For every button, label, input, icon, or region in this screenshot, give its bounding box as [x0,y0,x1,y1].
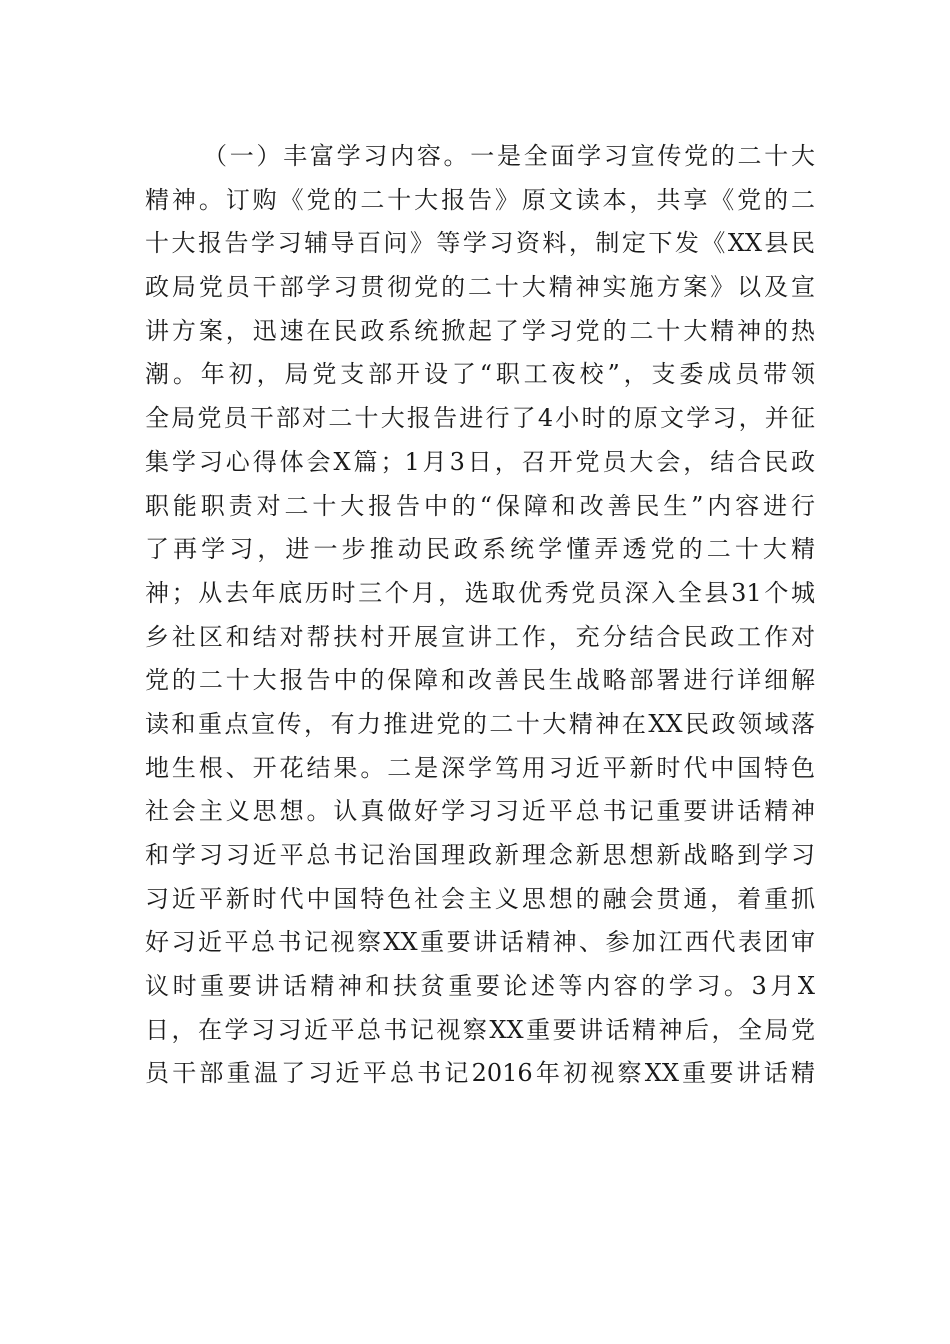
paragraph-line: 十大报告学习辅导百问》等学习资料，制定下发《XX县民 [145,229,815,258]
paragraph-line: 神；从去年底历时三个月，选取优秀党员深入全县31个城 [145,578,815,607]
body-paragraph [145,135,815,1096]
paragraph-line: 好习近平总书记视察XX重要讲话精神、参加江西代表团审 [145,928,815,957]
paragraph-line: 集学习心得体会X篇；1月3日，召开党员大会，结合民政 [145,447,815,476]
paragraph-line: 了再学习，进一步推动民政系统学懂弄透党的二十大精 [145,535,815,564]
paragraph-line: 社会主义思想。认真做好学习习近平总书记重要讲话精神 [145,797,815,826]
paragraph-line: 读和重点宣传，有力推进党的二十大精神在XX民政领域落 [145,709,815,738]
paragraph-line: 和学习习近平总书记治国理政新理念新思想新战略到学习 [145,841,815,869]
paragraph-line: 精神。订购《党的二十大报告》原文读本，共享《党的二 [145,185,815,214]
paragraph-line: 习近平新时代中国特色社会主义思想的融会贯通，着重抓 [145,884,815,913]
paragraph-line: 党的二十大报告中的保障和改善民生战略部署进行详细解 [145,666,815,695]
paragraph-line: 讲方案，迅速在民政系统掀起了学习党的二十大精神的热 [145,316,815,345]
paragraph-line: 政局党员干部学习贯彻党的二十大精神实施方案》以及宣 [145,273,815,302]
paragraph-line: 地生根、开花结果。二是深学笃用习近平新时代中国特色 [145,753,815,782]
paragraph-line: 员干部重温了习近平总书记2016年初视察XX重要讲话精 [145,1059,815,1088]
paragraph-line: （一）丰富学习内容。一是全面学习宣传党的二十大 [203,142,815,170]
paragraph-line: 潮。年初，局党支部开设了“职工夜校”，支委成员带领 [145,360,815,389]
paragraph-line: 日，在学习习近平总书记视察XX重要讲话精神后，全局党 [145,1015,815,1044]
paragraph-line: 议时重要讲话精神和扶贫重要论述等内容的学习。3月X [145,972,815,1001]
paragraph-line: 乡社区和结对帮扶村开展宣讲工作，充分结合民政工作对 [145,622,815,651]
paragraph-line: 全局党员干部对二十大报告进行了4小时的原文学习，并征 [145,404,815,433]
paragraph-line: 职能职责对二十大报告中的“保障和改善民生”内容进行 [145,491,815,520]
